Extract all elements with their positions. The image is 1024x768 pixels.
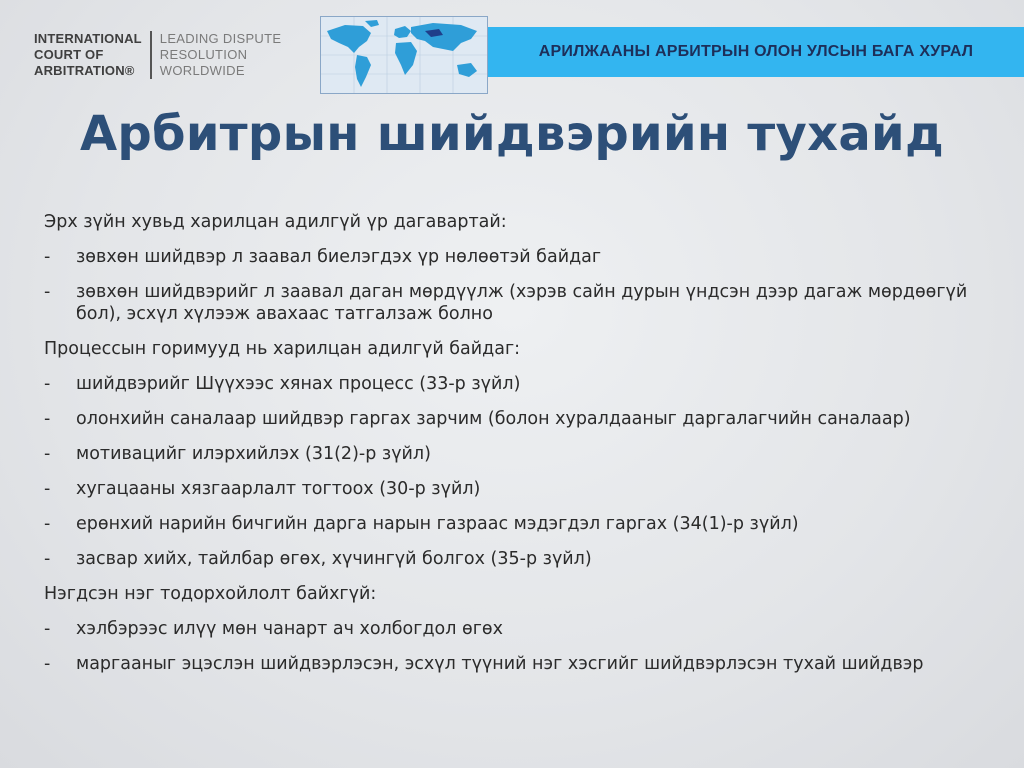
logo-line: INTERNATIONAL xyxy=(34,31,142,46)
slide-title: Арбитрын шийдвэрийн тухайд xyxy=(79,106,945,162)
bullet-item xyxy=(44,373,1004,395)
bullet-text: хэлбэрээс илүү мөн чанарт ач холбогдол өгөх xyxy=(76,619,503,639)
bullet-dash: - xyxy=(44,619,51,639)
bullet-text: мотивацийг илэрхийлэх (31(2)-р зүйл) xyxy=(76,444,431,464)
icc-logo xyxy=(34,31,281,79)
bullet-dash: - xyxy=(44,409,51,429)
bullet-item xyxy=(44,478,1004,500)
logo-tagline-line: RESOLUTION xyxy=(159,47,248,62)
logo-tagline-line: LEADING DISPUTE xyxy=(159,31,282,46)
bullet-text: олонхийн саналаар шийдвэр гаргах зарчим (болон хуралдааныг даргалагчийн саналаар) xyxy=(76,409,911,429)
bullet-text: зөвхөн шийдвэрийг л заавал даган мөрдүүлж (хэрэв сайн дурын үндсэн дээр дагаж мөрдөөгүй бол), эсхүл хүлээж авахаас татгалзаж болно xyxy=(76,282,968,324)
header-banner xyxy=(488,27,1024,77)
bullet-item xyxy=(44,443,1004,465)
bullet-item xyxy=(44,618,1004,640)
bullet-text: маргааныг эцэслэн шийдвэрлэсэн, эсхүл түүний нэг хэсгийг шийдвэрлэсэн тухай шийдвэр xyxy=(76,654,924,674)
logo-name xyxy=(34,31,152,79)
section-heading: Нэгдсэн нэг тодорхойлолт байхгүй: xyxy=(44,584,377,604)
bullet-dash: - xyxy=(44,514,51,534)
bullet-dash: - xyxy=(44,247,51,267)
logo-tagline-line: WORLDWIDE xyxy=(159,63,245,78)
bullet-item xyxy=(44,281,1004,325)
bullet-item xyxy=(44,548,1004,570)
bullet-text: шийдвэрийг Шүүхээс хянах процесс (33-р зүйл) xyxy=(76,374,521,394)
section-heading: Эрх зүйн хувьд харилцан адилгүй үр дагавартай: xyxy=(44,212,507,232)
slide-content xyxy=(44,211,1004,688)
logo-line: COURT OF xyxy=(34,47,104,62)
bullet-dash: - xyxy=(44,444,51,464)
bullet-item xyxy=(44,246,1004,268)
bullet-text: зөвхөн шийдвэр л заавал биелэгдэх үр нөлөөтэй байдаг xyxy=(76,247,602,267)
bullet-item xyxy=(44,513,1004,535)
bullet-item xyxy=(44,408,1004,430)
bullet-text: ерөнхий нарийн бичгийн дарга нарын газраас мэдэгдэл гаргах (34(1)-р зүйл) xyxy=(76,514,799,534)
bullet-text: хугацааны хязгаарлалт тогтоох (30-р зүйл) xyxy=(76,479,481,499)
bullet-dash: - xyxy=(44,654,51,674)
logo-tagline xyxy=(152,31,282,79)
bullet-dash: - xyxy=(44,479,51,499)
bullet-text: засвар хийх, тайлбар өгөх, хүчингүй болгох (35-р зүйл) xyxy=(76,549,592,569)
bullet-dash: - xyxy=(44,374,51,394)
bullet-dash: - xyxy=(44,282,51,302)
banner-text: АРИЛЖААНЫ АРБИТРЫН ОЛОН УЛСЫН БАГА ХУРАЛ xyxy=(538,43,974,60)
bullet-dash: - xyxy=(44,549,51,569)
world-map-icon xyxy=(320,16,488,94)
logo-line: ARBITRATION® xyxy=(34,63,135,78)
bullet-item xyxy=(44,653,1004,675)
section-heading: Процессын горимууд нь харилцан адилгүй байдаг: xyxy=(44,339,521,359)
